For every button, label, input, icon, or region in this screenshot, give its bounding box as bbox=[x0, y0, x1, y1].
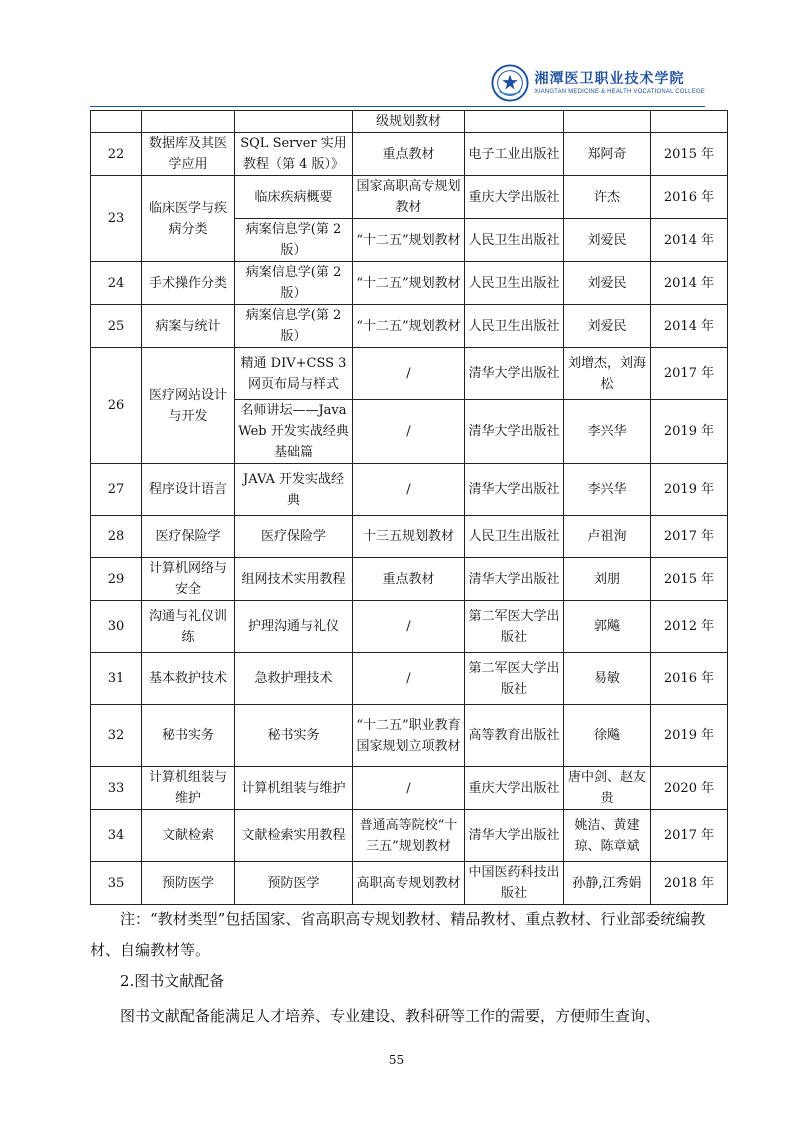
table-cell: / bbox=[353, 653, 465, 705]
table-row bbox=[91, 653, 728, 705]
table-cell: “十二五”规划教材 bbox=[353, 262, 465, 305]
table-row bbox=[91, 516, 728, 558]
table-cell: 2019 年 bbox=[651, 705, 728, 767]
textbook-table-body bbox=[91, 111, 728, 905]
table-cell: 郭飚 bbox=[564, 601, 651, 653]
table-row bbox=[91, 862, 728, 905]
table-cell: 28 bbox=[91, 516, 142, 558]
table-cell: 十三五规划教材 bbox=[353, 516, 465, 558]
table-cell: 李兴华 bbox=[564, 464, 651, 516]
table-cell: 名师讲坛——Java Web 开发实战经典基础篇 bbox=[235, 400, 353, 464]
table-cell: 病案与统计 bbox=[142, 305, 235, 348]
table-cell: 30 bbox=[91, 601, 142, 653]
table-cell: 清华大学出版社 bbox=[465, 464, 564, 516]
table-cell: 29 bbox=[91, 558, 142, 601]
table-cell: 2014 年 bbox=[651, 262, 728, 305]
table-cell: 孙静,江秀娟 bbox=[564, 862, 651, 905]
table-row bbox=[91, 348, 728, 400]
table-row bbox=[91, 133, 728, 176]
table-cell: 2018 年 bbox=[651, 862, 728, 905]
table-row bbox=[91, 111, 728, 133]
table-cell: 预防医学 bbox=[235, 862, 353, 905]
table-cell: 医疗保险学 bbox=[235, 516, 353, 558]
table-cell: 刘增杰，刘海松 bbox=[564, 348, 651, 400]
table-cell: 病案信息学(第 2 版） bbox=[235, 305, 353, 348]
table-cell: 35 bbox=[91, 862, 142, 905]
section-title: 2.图书文献配备 bbox=[120, 972, 225, 990]
table-row bbox=[91, 767, 728, 810]
table-cell: 高职高专规划教材 bbox=[353, 862, 465, 905]
table-cell: 清华大学出版社 bbox=[465, 348, 564, 400]
table-cell: 秘书实务 bbox=[142, 705, 235, 767]
table-cell: 医疗保险学 bbox=[142, 516, 235, 558]
table-cell: / bbox=[353, 767, 465, 810]
table-cell: 急救护理技术 bbox=[235, 653, 353, 705]
table-cell bbox=[651, 111, 728, 133]
table-cell: 程序设计语言 bbox=[142, 464, 235, 516]
header-rule bbox=[90, 106, 705, 107]
table-cell: 刘朋 bbox=[564, 558, 651, 601]
table-cell: / bbox=[353, 400, 465, 464]
table-cell: / bbox=[353, 601, 465, 653]
table-cell bbox=[564, 111, 651, 133]
table-row bbox=[91, 305, 728, 348]
table-cell: “十二五”规划教材 bbox=[353, 305, 465, 348]
table-cell: 第二军医大学出版社 bbox=[465, 653, 564, 705]
table-cell: 计算机组装与维护 bbox=[235, 767, 353, 810]
table-cell: 易敏 bbox=[564, 653, 651, 705]
table-cell: 2014 年 bbox=[651, 219, 728, 262]
page-header bbox=[90, 62, 705, 104]
table-cell: 基本救护技术 bbox=[142, 653, 235, 705]
table-cell: “十二五”职业教育国家规划立项教材 bbox=[353, 705, 465, 767]
table-cell: / bbox=[353, 348, 465, 400]
table-cell: 22 bbox=[91, 133, 142, 176]
table-cell: 姚洁、黄建琼、陈章斌 bbox=[564, 810, 651, 862]
table-cell: 人民卫生出版社 bbox=[465, 262, 564, 305]
table-cell: 电子工业出版社 bbox=[465, 133, 564, 176]
table-cell: 27 bbox=[91, 464, 142, 516]
table-row bbox=[91, 705, 728, 767]
table-cell: 2020 年 bbox=[651, 767, 728, 810]
page-number: 55 bbox=[388, 1053, 405, 1067]
table-cell: 病案信息学(第 2 版） bbox=[235, 262, 353, 305]
table-cell: SQL Server 实用教程（第 4 版）》 bbox=[235, 133, 353, 176]
table-cell: 卢祖洵 bbox=[564, 516, 651, 558]
table-cell: 重庆大学出版社 bbox=[465, 767, 564, 810]
table-cell: 34 bbox=[91, 810, 142, 862]
table-cell: 组网技术实用教程 bbox=[235, 558, 353, 601]
table-cell: 人民卫生出版社 bbox=[465, 219, 564, 262]
table-cell: 中国医药科技出版社 bbox=[465, 862, 564, 905]
table-cell: 清华大学出版社 bbox=[465, 558, 564, 601]
table-cell: 精通 DIV+CSS 3 网页布局与样式 bbox=[235, 348, 353, 400]
college-name-cn: 湘潭医卫职业技术学院 bbox=[534, 71, 685, 87]
table-row bbox=[91, 176, 728, 219]
table-cell: 级规划教材 bbox=[353, 111, 465, 133]
table-cell: 2017 年 bbox=[651, 810, 728, 862]
table-cell bbox=[235, 111, 353, 133]
table-cell: 刘爱民 bbox=[564, 219, 651, 262]
table-cell: 唐中剑、赵友贵 bbox=[564, 767, 651, 810]
table-cell: 2017 年 bbox=[651, 348, 728, 400]
table-cell: 病案信息学(第 2 版） bbox=[235, 219, 353, 262]
table-cell: 重庆大学出版社 bbox=[465, 176, 564, 219]
table-cell: 2017 年 bbox=[651, 516, 728, 558]
table-cell: 2014 年 bbox=[651, 305, 728, 348]
table-cell: 计算机组装与维护 bbox=[142, 767, 235, 810]
college-name-en: XIANGTAN MEDICINE & HEALTH VOCATIONAL COLLEGE bbox=[534, 89, 705, 95]
table-cell: 徐飚 bbox=[564, 705, 651, 767]
table-cell bbox=[465, 111, 564, 133]
table-cell: 清华大学出版社 bbox=[465, 400, 564, 464]
table-cell: 33 bbox=[91, 767, 142, 810]
table-cell: 2015 年 bbox=[651, 133, 728, 176]
table-cell: 临床疾病概要 bbox=[235, 176, 353, 219]
table-row bbox=[91, 810, 728, 862]
table-cell: 24 bbox=[91, 262, 142, 305]
body-paragraph: 图书文献配备能满足人才培养、专业建设、教科研等工作的需要，方便师生查询、 bbox=[120, 1007, 661, 1025]
table-row bbox=[91, 464, 728, 516]
table-cell: 高等教育出版社 bbox=[465, 705, 564, 767]
table-cell: 2019 年 bbox=[651, 400, 728, 464]
table-cell: 沟通与礼仪训练 bbox=[142, 601, 235, 653]
table-cell: 文献检索 bbox=[142, 810, 235, 862]
table-cell: 手术操作分类 bbox=[142, 262, 235, 305]
table-cell: 秘书实务 bbox=[235, 705, 353, 767]
table-cell: 护理沟通与礼仪 bbox=[235, 601, 353, 653]
table-cell: 刘爱民 bbox=[564, 262, 651, 305]
table-cell: 李兴华 bbox=[564, 400, 651, 464]
table-cell: 计算机网络与安全 bbox=[142, 558, 235, 601]
textbook-table bbox=[90, 110, 728, 905]
table-cell: 数据库及其医学应用 bbox=[142, 133, 235, 176]
table-cell: 26 bbox=[91, 348, 142, 464]
table-cell: 普通高等院校“十三五”规划教材 bbox=[353, 810, 465, 862]
college-logo bbox=[491, 62, 705, 104]
table-cell: 23 bbox=[91, 176, 142, 262]
table-cell: JAVA 开发实战经典 bbox=[235, 464, 353, 516]
table-cell: 医疗网站设计与开发 bbox=[142, 348, 235, 464]
table-cell: 2016 年 bbox=[651, 653, 728, 705]
table-cell: 预防医学 bbox=[142, 862, 235, 905]
table-cell: 郑阿奇 bbox=[564, 133, 651, 176]
college-seal-icon bbox=[491, 64, 529, 102]
table-cell: 刘爱民 bbox=[564, 305, 651, 348]
table-note: 注：“教材类型”包括国家、省高职高专规划教材、精品教材、重点教材、行业部委统编教材、自编教材等。 bbox=[90, 910, 706, 959]
table-cell bbox=[91, 111, 142, 133]
table-cell: 人民卫生出版社 bbox=[465, 516, 564, 558]
table-cell: “十二五”规划教材 bbox=[353, 219, 465, 262]
table-cell: 32 bbox=[91, 705, 142, 767]
table-cell: 25 bbox=[91, 305, 142, 348]
table-cell: 许杰 bbox=[564, 176, 651, 219]
table-cell: 临床医学与疾病分类 bbox=[142, 176, 235, 262]
table-cell: 重点教材 bbox=[353, 558, 465, 601]
table-cell: 2016 年 bbox=[651, 176, 728, 219]
table-cell: 重点教材 bbox=[353, 133, 465, 176]
table-row bbox=[91, 262, 728, 305]
table-cell: 国家高职高专规划教材 bbox=[353, 176, 465, 219]
table-row bbox=[91, 558, 728, 601]
table-cell: 2019 年 bbox=[651, 464, 728, 516]
table-cell: 2012 年 bbox=[651, 601, 728, 653]
table-cell bbox=[142, 111, 235, 133]
table-cell: 31 bbox=[91, 653, 142, 705]
table-cell: / bbox=[353, 464, 465, 516]
table-cell: 清华大学出版社 bbox=[465, 810, 564, 862]
table-cell: 人民卫生出版社 bbox=[465, 305, 564, 348]
table-cell: 第二军医大学出版社 bbox=[465, 601, 564, 653]
table-row bbox=[91, 601, 728, 653]
table-cell: 文献检索实用教程 bbox=[235, 810, 353, 862]
table-cell: 2015 年 bbox=[651, 558, 728, 601]
